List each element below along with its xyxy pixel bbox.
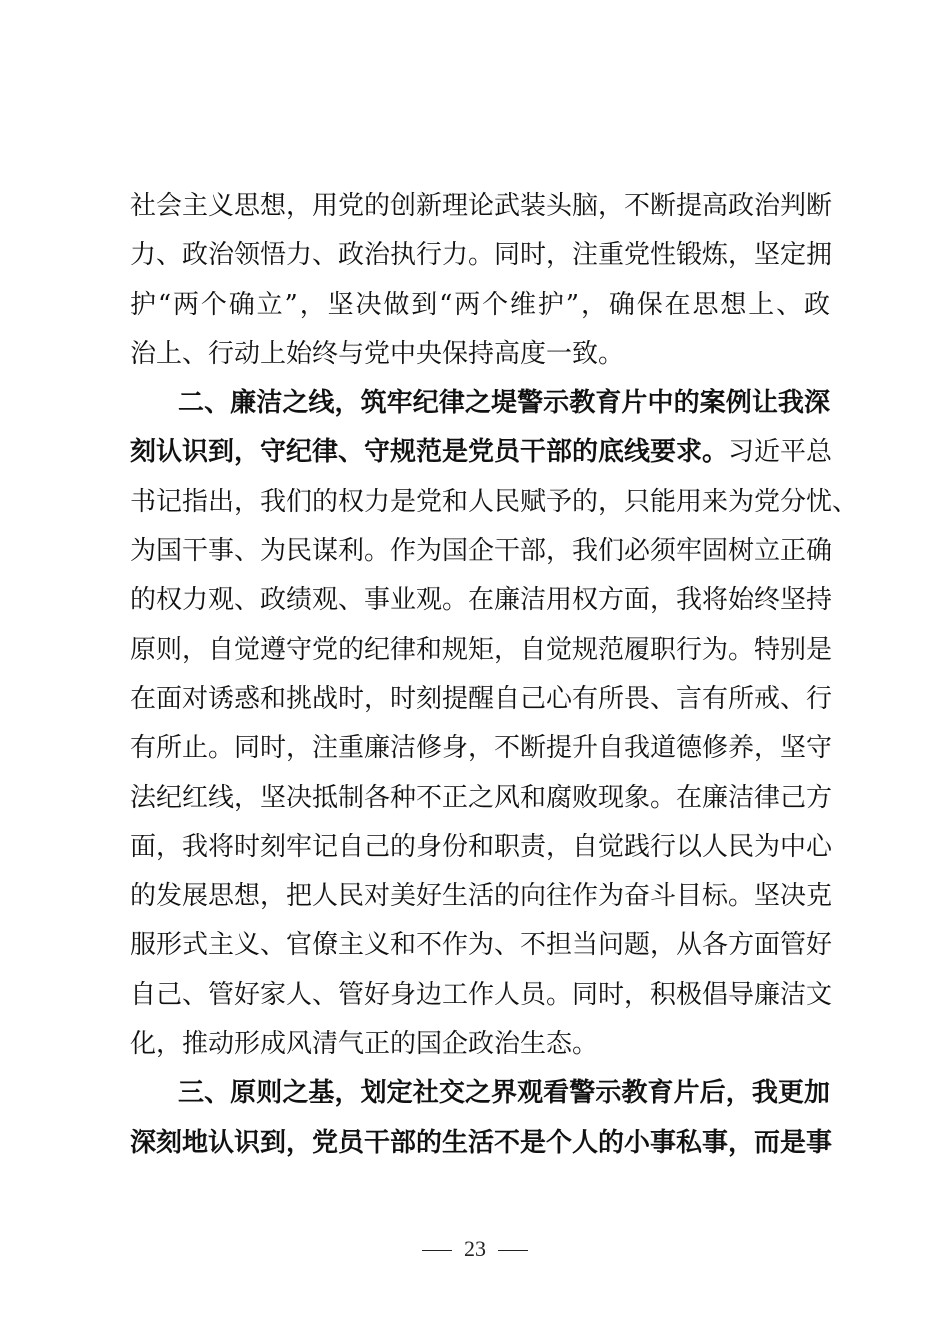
para2-line-11: 的发展思想，把人民对美好生活的向往作为奋斗目标。坚决克 <box>130 881 833 912</box>
page-footer <box>0 1236 950 1262</box>
para2-line-12: 服形式主义、官僚主义和不作为、不担当问题，从各方面管好 <box>130 930 833 961</box>
section-three-heading-line-2: 深刻地认识到，党员干部的生活不是个人的小事私事，而是事 <box>130 1127 833 1158</box>
section-three-heading-line-1: 三、原则之基，划定社交之界观看警示教育片后，我更加 <box>178 1078 830 1109</box>
section-two-line-2-rest: 习近平总 <box>728 437 833 468</box>
para1-line-4: 治上、行动上始终与党中央保持高度一致。 <box>130 338 625 369</box>
section-two-heading-line-2 <box>130 428 833 477</box>
para1-line-2: 力、政治领悟力、政治执行力。同时，注重党性锻炼，坚定拥 <box>130 240 833 271</box>
para2-line-13: 自己、管好家人、管好身边工作人员。同时，积极倡导廉洁文 <box>130 979 833 1010</box>
para2-line-3: 书记指出，我们的权力是党和人民赋予的，只能用来为党分忧、 <box>130 486 859 517</box>
para2-line-4: 为国干事、为民谋利。作为国企干部，我们必须牢固树立正确 <box>130 536 833 567</box>
footer-dash-left <box>422 1250 452 1251</box>
footer-dash-right <box>498 1250 528 1251</box>
para2-line-9: 法纪红线，坚决抵制各种不正之风和腐败现象。在廉洁律己方 <box>130 782 833 813</box>
para2-line-8: 有所止。同时，注重廉洁修身，不断提升自我道德修养，坚守 <box>130 733 833 764</box>
para2-line-6: 原则，自觉遵守党的纪律和规矩，自觉规范履职行为。特别是 <box>130 634 833 665</box>
section-two-heading-line-1: 二、廉洁之线，筑牢纪律之堤警示教育片中的案例让我深 <box>178 388 830 419</box>
para2-line-10: 面，我将时刻牢记自己的身份和职责，自觉践行以人民为中心 <box>130 831 833 862</box>
body-text <box>130 182 859 1168</box>
para2-line-5: 的权力观、政绩观、事业观。在廉洁用权方面，我将始终坚持 <box>130 585 833 616</box>
para2-line-14: 化，推动形成风清气正的国企政治生态。 <box>130 1029 599 1060</box>
para2-line-7: 在面对诱惑和挑战时，时刻提醒自己心有所畏、言有所戒、行 <box>130 683 833 714</box>
para1-line-1: 社会主义思想，用党的创新理论武装头脑，不断提高政治判断 <box>130 191 833 221</box>
para1-line-3: 护“两个确立”，坚决做到“两个维护”，确保在思想上、政 <box>130 289 830 320</box>
page-number: 23 <box>464 1236 486 1261</box>
section-two-heading-bold: 刻认识到，守纪律、守规范是党员干部的底线要求。 <box>130 437 729 468</box>
